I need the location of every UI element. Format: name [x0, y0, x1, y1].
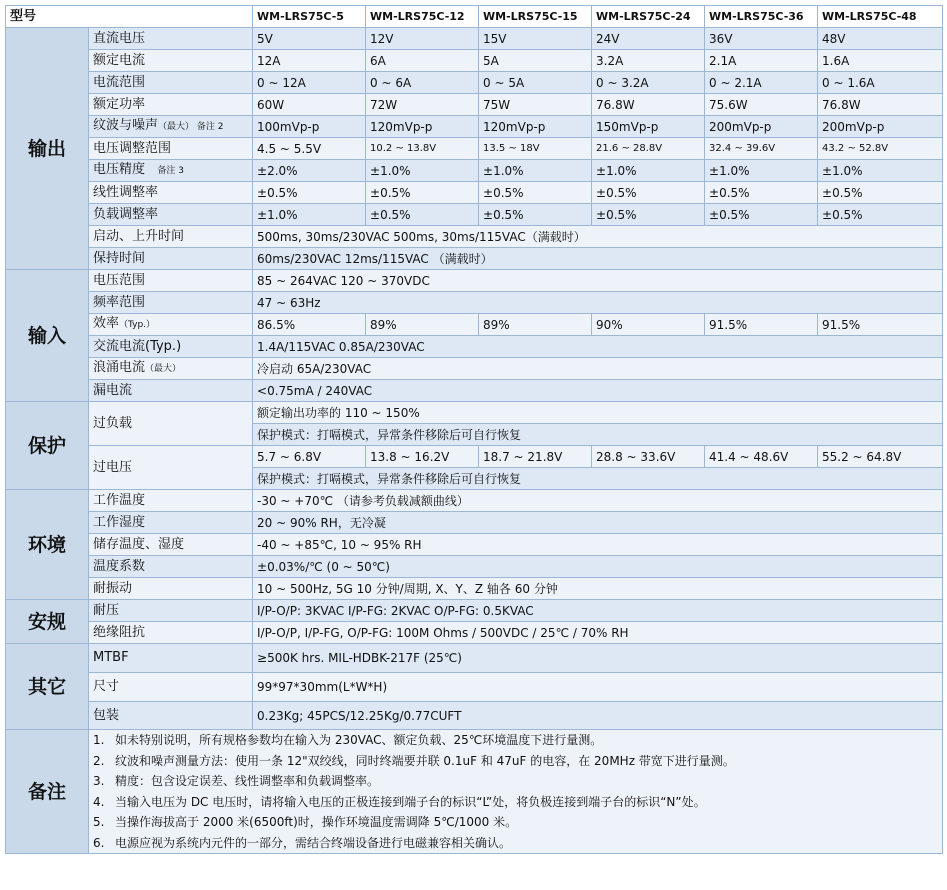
cell-value: 5A	[479, 50, 592, 72]
cell-value: 150mVp-p	[592, 116, 705, 138]
cell-value: ±0.5%	[705, 182, 818, 204]
note-text: 当操作海拔高于 2000 米(6500ft)时，操作环境温度需调降 5℃/1000 米。	[115, 815, 518, 829]
spec-row	[6, 358, 943, 380]
cell-value: 4.5 ~ 5.5V	[253, 138, 366, 160]
cell-value: ±0.5%	[592, 182, 705, 204]
cell-value: 5V	[253, 28, 366, 50]
cell-value: ±1.0%	[479, 160, 592, 182]
spec-row	[6, 116, 943, 138]
model-name: WM-LRS75C-12	[366, 6, 479, 28]
note-number: 4.	[93, 794, 105, 809]
model-name: WM-LRS75C-24	[592, 6, 705, 28]
cell-value: 0.23Kg; 45PCS/12.25Kg/0.77CUFT	[253, 702, 943, 730]
cell-value: 1.4A/115VAC 0.85A/230VAC	[253, 336, 943, 358]
category-environment: 环境	[6, 490, 89, 600]
spec-row	[6, 314, 943, 336]
cell-value: 0 ~ 12A	[253, 72, 366, 94]
cell-value: ±0.5%	[705, 204, 818, 226]
cell-value: 0 ~ 1.6A	[818, 72, 943, 94]
cell-value: 10 ~ 500Hz, 5G 10 分钟/周期, X、Y、Z 轴各 60 分钟	[253, 578, 943, 600]
category-notes: 备注	[6, 730, 89, 854]
row-label: 耐压	[89, 600, 253, 622]
row-label: 绝缘阻抗	[89, 622, 253, 644]
cell-value: 冷启动 65A/230VAC	[253, 358, 943, 380]
spec-row	[6, 270, 943, 292]
cell-value: 43.2 ~ 52.8V	[818, 138, 943, 160]
row-label: 保持时间	[89, 248, 253, 270]
cell-value: ±0.5%	[818, 182, 943, 204]
row-label-main: 效率	[93, 316, 120, 331]
row-label: 电流范围	[89, 72, 253, 94]
spec-row	[6, 182, 943, 204]
notes-cell	[89, 730, 943, 854]
spec-table	[5, 5, 943, 854]
spec-row	[6, 702, 943, 730]
cell-value: 75W	[479, 94, 592, 116]
row-label: MTBF	[89, 644, 253, 673]
cell-value: 24V	[592, 28, 705, 50]
cell-value: 3.2A	[592, 50, 705, 72]
spec-row	[6, 490, 943, 512]
row-label: 过负载	[89, 402, 253, 446]
cell-value: 91.5%	[818, 314, 943, 336]
spec-row	[6, 248, 943, 270]
note-item	[93, 751, 938, 772]
cell-value: ±1.0%	[592, 160, 705, 182]
row-label-main: 浪涌电流	[93, 360, 146, 375]
cell-value: 100mVp-p	[253, 116, 366, 138]
spec-row	[6, 336, 943, 358]
cell-value: 48V	[818, 28, 943, 50]
cell-value: -40 ~ +85℃, 10 ~ 95% RH	[253, 534, 943, 556]
note-text: 精度：包含设定误差、线性调整率和负载调整率。	[115, 774, 380, 788]
cell-value: 55.2 ~ 64.8V	[818, 446, 943, 468]
row-label-main: 电压精度	[93, 162, 146, 177]
row-label: 储存温度、湿度	[89, 534, 253, 556]
cell-value: 1.6A	[818, 50, 943, 72]
model-label: 型号	[6, 6, 253, 28]
note-text: 纹波和噪声测量方法：使用一条 12"双绞线，同时终端要并联 0.1uF 和 47uF 的电容，在 20MHz 带宽下进行量测。	[115, 753, 735, 768]
note-number: 6.	[93, 835, 105, 850]
cell-value: 75.6W	[705, 94, 818, 116]
cell-value: 90%	[592, 314, 705, 336]
cell-value: 76.8W	[818, 94, 943, 116]
notes-list	[93, 730, 938, 853]
row-label	[89, 314, 253, 336]
cell-value: 86.5%	[253, 314, 366, 336]
row-label: 漏电流	[89, 380, 253, 402]
cell-value: 89%	[479, 314, 592, 336]
cell-value: 32.4 ~ 39.6V	[705, 138, 818, 160]
row-label-note: （最大）	[145, 364, 182, 374]
spec-row	[6, 138, 943, 160]
spec-row	[6, 534, 943, 556]
spec-row	[6, 226, 943, 248]
row-label: 额定电流	[89, 50, 253, 72]
cell-value: 保护模式：打嗝模式，异常条件移除后可自行恢复	[253, 468, 943, 490]
cell-value: ±1.0%	[253, 204, 366, 226]
cell-value: ±0.03%/℃ (0 ~ 50℃)	[253, 556, 943, 578]
cell-value: I/P-O/P, I/P-FG, O/P-FG: 100M Ohms / 500VDC / 25℃ / 70% RH	[253, 622, 943, 644]
cell-value: 保护模式：打嗝模式，异常条件移除后可自行恢复	[253, 424, 943, 446]
note-item	[93, 771, 938, 792]
note-item	[93, 812, 938, 833]
spec-row	[6, 50, 943, 72]
row-label: 温度系数	[89, 556, 253, 578]
category-safety: 安规	[6, 600, 89, 644]
cell-value: ±1.0%	[705, 160, 818, 182]
spec-row	[6, 512, 943, 534]
row-label: 直流电压	[89, 28, 253, 50]
cell-value: 47 ~ 63Hz	[253, 292, 943, 314]
cell-value: 6A	[366, 50, 479, 72]
row-label: 额定功率	[89, 94, 253, 116]
cell-value: 15V	[479, 28, 592, 50]
cell-value: 18.7 ~ 21.8V	[479, 446, 592, 468]
cell-value: ±0.5%	[366, 182, 479, 204]
cell-value: -30 ~ +70℃ （请参考负载减额曲线）	[253, 490, 943, 512]
spec-row	[6, 644, 943, 673]
spec-row	[6, 380, 943, 402]
cell-value: 0 ~ 5A	[479, 72, 592, 94]
cell-value: 0 ~ 3.2A	[592, 72, 705, 94]
spec-row	[6, 28, 943, 50]
row-label: 频率范围	[89, 292, 253, 314]
spec-row	[6, 578, 943, 600]
cell-value: 99*97*30mm(L*W*H)	[253, 673, 943, 702]
cell-value: 500ms, 30ms/230VAC 500ms, 30ms/115VAC（满载时）	[253, 226, 943, 248]
model-name: WM-LRS75C-48	[818, 6, 943, 28]
cell-value: 41.4 ~ 48.6V	[705, 446, 818, 468]
cell-value: 60W	[253, 94, 366, 116]
row-label-note: 备注 3	[157, 166, 185, 176]
cell-value: 0 ~ 2.1A	[705, 72, 818, 94]
note-number: 1.	[93, 733, 105, 747]
cell-value: ±0.5%	[479, 204, 592, 226]
category-input: 输入	[6, 270, 89, 402]
notes-row	[6, 730, 943, 854]
row-label: 工作温度	[89, 490, 253, 512]
note-text: 当输入电压为 DC 电压时，请将输入电压的正极连接到端子台的标识“L”处，将负极连接到端子台的标识“N”处。	[115, 794, 706, 809]
spec-row	[6, 204, 943, 226]
cell-value: 额定输出功率的 110 ~ 150%	[253, 402, 943, 424]
cell-value: ±0.5%	[592, 204, 705, 226]
spec-row	[6, 600, 943, 622]
row-label: 交流电流(Typ.)	[89, 336, 253, 358]
cell-value: 200mVp-p	[818, 116, 943, 138]
row-label: 启动、上升时间	[89, 226, 253, 248]
cell-value: I/P-O/P: 3KVAC I/P-FG: 2KVAC O/P-FG: 0.5KVAC	[253, 600, 943, 622]
cell-value: 20 ~ 90% RH，无冷凝	[253, 512, 943, 534]
row-label: 过电压	[89, 446, 253, 490]
row-label	[89, 160, 253, 182]
cell-value: 12V	[366, 28, 479, 50]
row-label: 电压调整范围	[89, 138, 253, 160]
cell-value: 10.2 ~ 13.8V	[366, 138, 479, 160]
cell-value: 200mVp-p	[705, 116, 818, 138]
row-label-note: （最大） 备注 2	[158, 122, 224, 132]
spec-row	[6, 446, 943, 468]
note-text: 电源应视为系统内元件的一部分，需结合终端设备进行电磁兼容相关确认。	[115, 835, 512, 850]
spec-row	[6, 94, 943, 116]
cell-value: 13.8 ~ 16.2V	[366, 446, 479, 468]
spec-row	[6, 673, 943, 702]
note-item	[93, 833, 938, 854]
note-number: 2.	[93, 753, 105, 768]
cell-value: 120mVp-p	[479, 116, 592, 138]
cell-value: 36V	[705, 28, 818, 50]
category-protection: 保护	[6, 402, 89, 490]
row-label: 包装	[89, 702, 253, 730]
row-label-main: 纹波与噪声	[93, 118, 159, 133]
row-label: 工作湿度	[89, 512, 253, 534]
cell-value: ±0.5%	[818, 204, 943, 226]
row-label: 线性调整率	[89, 182, 253, 204]
cell-value: ±0.5%	[253, 182, 366, 204]
cell-value: 28.8 ~ 33.6V	[592, 446, 705, 468]
cell-value: <0.75mA / 240VAC	[253, 380, 943, 402]
note-number: 5.	[93, 815, 105, 829]
note-item	[93, 730, 938, 751]
spec-row	[6, 292, 943, 314]
row-label	[89, 116, 253, 138]
cell-value: 76.8W	[592, 94, 705, 116]
cell-value: ±1.0%	[366, 160, 479, 182]
spec-row	[6, 556, 943, 578]
header-row	[6, 6, 943, 28]
cell-value: 91.5%	[705, 314, 818, 336]
row-label	[89, 358, 253, 380]
cell-value: 72W	[366, 94, 479, 116]
row-label: 负载调整率	[89, 204, 253, 226]
cell-value: 60ms/230VAC 12ms/115VAC （满载时）	[253, 248, 943, 270]
cell-value: 85 ~ 264VAC 120 ~ 370VDC	[253, 270, 943, 292]
note-text: 如未特别说明，所有规格参数均在输入为 230VAC、额定负载、25℃环境温度下进行量测。	[115, 733, 603, 747]
spec-row	[6, 160, 943, 182]
spec-row	[6, 622, 943, 644]
row-label: 电压范围	[89, 270, 253, 292]
cell-value: ±0.5%	[366, 204, 479, 226]
cell-value: ≥500K hrs. MIL-HDBK-217F (25℃)	[253, 644, 943, 673]
category-others: 其它	[6, 644, 89, 730]
model-name: WM-LRS75C-15	[479, 6, 592, 28]
cell-value: 2.1A	[705, 50, 818, 72]
row-label: 耐振动	[89, 578, 253, 600]
category-output: 输出	[6, 28, 89, 270]
note-number: 3.	[93, 774, 105, 788]
spec-row	[6, 72, 943, 94]
row-label: 尺寸	[89, 673, 253, 702]
cell-value: 12A	[253, 50, 366, 72]
cell-value: ±0.5%	[479, 182, 592, 204]
cell-value: 5.7 ~ 6.8V	[253, 446, 366, 468]
cell-value: 21.6 ~ 28.8V	[592, 138, 705, 160]
model-name: WM-LRS75C-5	[253, 6, 366, 28]
spec-row	[6, 402, 943, 424]
cell-value: 120mVp-p	[366, 116, 479, 138]
cell-value: ±1.0%	[818, 160, 943, 182]
cell-value: ±2.0%	[253, 160, 366, 182]
model-name: WM-LRS75C-36	[705, 6, 818, 28]
row-label-note: （Typ.）	[119, 320, 156, 330]
cell-value: 89%	[366, 314, 479, 336]
note-item	[93, 792, 938, 813]
cell-value: 13.5 ~ 18V	[479, 138, 592, 160]
cell-value: 0 ~ 6A	[366, 72, 479, 94]
